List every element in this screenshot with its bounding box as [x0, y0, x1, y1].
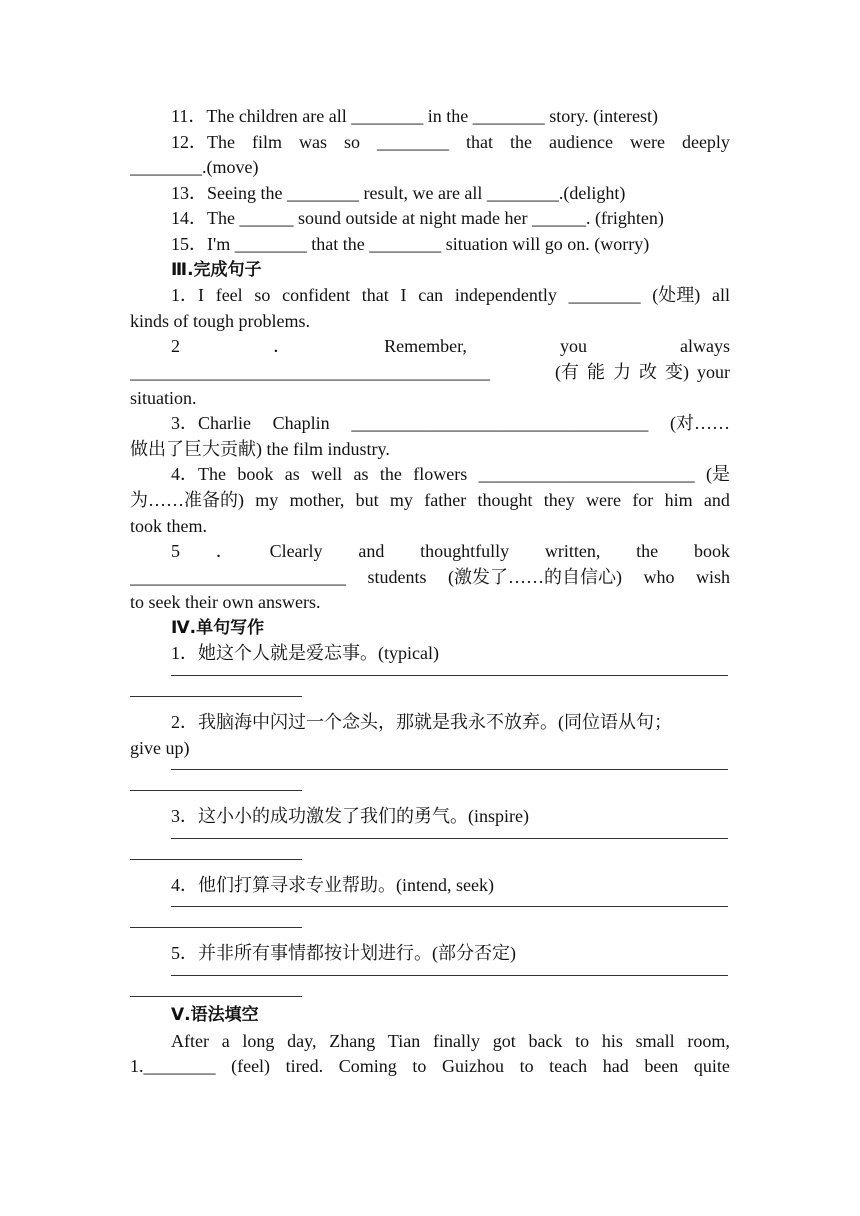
- word: Clearly: [269, 541, 323, 562]
- word: ________________________: [478, 464, 695, 485]
- word: tired.: [285, 1056, 324, 1077]
- word: (激发了……的自信心): [447, 566, 622, 587]
- word: the: [510, 131, 532, 152]
- sentence-2-line1: [130, 334, 730, 360]
- word: Guizhou: [441, 1056, 504, 1077]
- word: Tian: [387, 1030, 421, 1051]
- word: After: [171, 1030, 209, 1051]
- word: my: [255, 489, 279, 510]
- word: was: [298, 131, 327, 152]
- question-14: 14．The ______ sound outside at night made her ______. (frighten): [171, 208, 664, 229]
- question-12-line2: ________.(move): [130, 157, 259, 178]
- word: book: [237, 464, 274, 485]
- word: room,: [687, 1030, 730, 1051]
- question-12-line1: [130, 130, 730, 156]
- word: deeply: [681, 131, 730, 152]
- word: who: [643, 566, 675, 587]
- sentence-2-line2: [130, 360, 730, 386]
- word: so: [343, 131, 360, 152]
- word: confident: [282, 285, 351, 306]
- word: (对……: [670, 413, 730, 434]
- writing-1: 1．她这个人就是爱忘事。(typical): [171, 643, 439, 664]
- word: the: [636, 541, 659, 562]
- answer-line-4[interactable]: [130, 898, 730, 934]
- word: and: [358, 541, 385, 562]
- word: 力: [613, 361, 631, 382]
- word: 3．Charlie: [171, 413, 251, 434]
- question-11: 11．The children are all ________ in the ________ story. (interest): [171, 106, 659, 126]
- word: Zhang: [329, 1030, 376, 1051]
- word: a: [221, 1030, 230, 1051]
- word: Coming: [338, 1056, 397, 1077]
- passage-line2: [130, 1054, 730, 1080]
- word: small: [635, 1030, 675, 1051]
- sentence-3-line2: 做出了巨大贡献) the film industry.: [130, 438, 390, 459]
- word: been: [644, 1056, 679, 1077]
- writing-2-line1: [130, 710, 730, 736]
- worksheet-page: [130, 104, 730, 1080]
- sentence-5-line2: [130, 565, 730, 591]
- word: students: [367, 566, 427, 587]
- writing-2-line2: give up): [130, 737, 190, 758]
- word: 12．The: [171, 131, 235, 152]
- word: wish: [695, 566, 730, 587]
- word: as: [284, 464, 300, 485]
- word: 能: [587, 361, 605, 382]
- word: (处理): [652, 285, 701, 306]
- word: feel: [215, 285, 243, 306]
- word: audience: [549, 131, 613, 152]
- word: 2．我脑海中闪过一个念头，那就是我永不放弃。(同位语从句；: [171, 712, 672, 733]
- word: you: [559, 336, 587, 357]
- word: teach: [549, 1056, 588, 1077]
- word: were: [586, 489, 622, 510]
- sentence-2-blank: ________________________________________: [130, 361, 490, 382]
- word: 变): [665, 361, 689, 382]
- word: ．: [215, 541, 234, 562]
- word: _________________________________: [351, 413, 649, 434]
- sentence-2-hint: [555, 360, 730, 386]
- word: so: [254, 285, 271, 306]
- word: 为……准备的): [130, 489, 244, 510]
- word: (feel): [231, 1056, 271, 1077]
- word: day,: [287, 1030, 317, 1051]
- answer-line-5[interactable]: [130, 967, 730, 1003]
- word: film: [251, 131, 282, 152]
- word: and: [703, 489, 730, 510]
- word: 1．I: [171, 285, 204, 306]
- answer-line-1[interactable]: [130, 667, 730, 703]
- word: independently: [454, 285, 557, 306]
- word: 4．The: [171, 464, 226, 485]
- word: (是: [705, 464, 730, 485]
- word: 改: [639, 361, 657, 382]
- word: flowers: [413, 464, 468, 485]
- word: back: [528, 1030, 563, 1051]
- word: always: [680, 336, 730, 357]
- word: thoughtfully: [420, 541, 510, 562]
- word: your: [697, 361, 730, 382]
- sentence-4-line1: [130, 462, 730, 488]
- answer-line-2[interactable]: [130, 761, 730, 797]
- word: thought: [477, 489, 533, 510]
- word: ________________________: [130, 566, 346, 587]
- word: were: [629, 131, 665, 152]
- word: long: [242, 1030, 275, 1051]
- word: I: [400, 285, 407, 306]
- passage-line1: [130, 1029, 730, 1055]
- writing-4: 4．他们打算寻求专业帮助。(intend, seek): [171, 874, 494, 895]
- answer-line-3[interactable]: [130, 830, 730, 866]
- word: ．: [273, 336, 292, 357]
- word: can: [418, 285, 444, 306]
- word: Chaplin: [272, 413, 330, 434]
- word: but: [355, 489, 379, 510]
- sentence-4-line3: took them.: [130, 515, 207, 536]
- word: 1.________: [130, 1056, 216, 1077]
- word: my: [389, 489, 413, 510]
- word: as: [353, 464, 369, 485]
- word: got: [492, 1030, 516, 1051]
- word: 2: [171, 336, 180, 357]
- word: that: [361, 285, 389, 306]
- word: to: [575, 1030, 590, 1051]
- word: him: [664, 489, 693, 510]
- word: all: [711, 285, 730, 306]
- word: his: [601, 1030, 623, 1051]
- word: quite: [693, 1056, 730, 1077]
- word: Remember,: [384, 336, 467, 357]
- word: father: [424, 489, 467, 510]
- word: ________: [377, 131, 449, 152]
- word: to: [412, 1056, 427, 1077]
- word: ________: [568, 285, 641, 306]
- sentence-1-line1: [130, 283, 730, 309]
- sentence-2-line3: situation.: [130, 387, 197, 408]
- sentence-4-line2: [130, 488, 730, 514]
- word: 5: [171, 541, 180, 562]
- word: written,: [544, 541, 601, 562]
- question-13: 13．Seeing the ________ result, we are all ________.(delight): [171, 182, 626, 203]
- word: (有: [555, 361, 579, 382]
- section-heading-5: Ⅴ.语法填空: [171, 1005, 259, 1026]
- word: that: [466, 131, 493, 152]
- writing-3: 3．这小小的成功激发了我们的勇气。(inspire): [171, 806, 529, 827]
- word: well: [311, 464, 343, 485]
- word: to: [519, 1056, 534, 1077]
- word: for: [632, 489, 654, 510]
- word: book: [693, 541, 730, 562]
- sentence-5-line3: to seek their own answers.: [130, 592, 321, 613]
- sentence-3-line1: [130, 411, 730, 437]
- word: finally: [432, 1030, 480, 1051]
- word: had: [602, 1056, 629, 1077]
- writing-5: 5．并非所有事情都按计划进行。(部分否定): [171, 943, 516, 964]
- sentence-5-line1: [130, 539, 730, 565]
- word: mother,: [289, 489, 345, 510]
- section-heading-3: Ⅲ.完成句子: [171, 259, 262, 280]
- question-15: 15．I'm ________ that the ________ situation will go on. (worry): [171, 233, 650, 254]
- word: the: [379, 464, 402, 485]
- section-heading-4: Ⅳ.单句写作: [171, 617, 265, 638]
- sentence-1-line2: kinds of tough problems.: [130, 310, 310, 331]
- word: they: [543, 489, 575, 510]
